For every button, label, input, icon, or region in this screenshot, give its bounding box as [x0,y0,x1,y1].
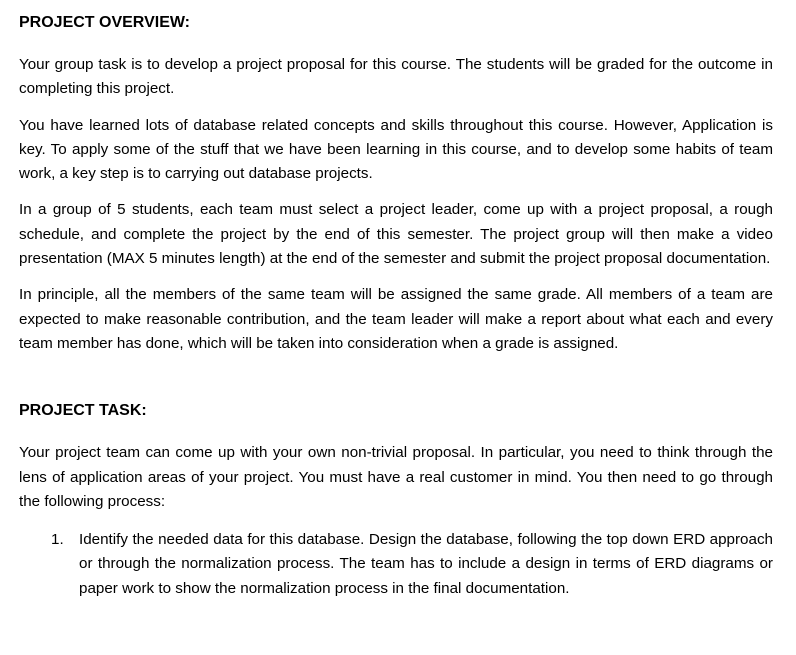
overview-heading: PROJECT OVERVIEW: [19,14,190,31]
overview-paragraph-3: In a group of 5 students, each team must select a project leader, come up with a project proposal, a rough schedule, and complete the project by the end of this semester. The project group will then make a video presentation (MAX 5 minutes length) at the end of the semester and submit the project proposal documentation. [19,201,773,268]
overview-paragraph-2: You have learned lots of database related concepts and skills throughout this course. However, Application is key. To apply some of the stuff that we have been learning in this course, and to develop some habits of team work, a key step is to carrying out database projects. [19,116,773,183]
list-item-text: Identify the needed data for this database. Design the database, following the top down ERD approach or through the normalization process. The team has to include a design in terms of ERD diagrams or paper work to show the normalization process in the final documentation. [79,531,773,597]
document-page [19,8,773,601]
task-intro-paragraph: Your project team can come up with your own non-trivial proposal. In particular, you need to think through the lens of application areas of your project. You must have a real customer in mind. You then need to go through the following process: [19,444,773,510]
list-item [19,528,773,601]
overview-paragraph-1: Your group task is to develop a project proposal for this course. The students will be graded for the outcome in completing this project. [19,56,773,98]
list-item-number: 1. [51,531,64,549]
list-item-number-wrap [19,528,79,552]
task-heading: PROJECT TASK: [19,402,147,420]
task-steps-list [19,528,773,601]
overview-paragraph-4: In principle, all the members of the same team will be assigned the same grade. All members of a team are expected to make reasonable contribution, and the team leader will make a report about what each and every team member has done, which will be taken into consideration when a grade is assigned. [19,286,773,352]
